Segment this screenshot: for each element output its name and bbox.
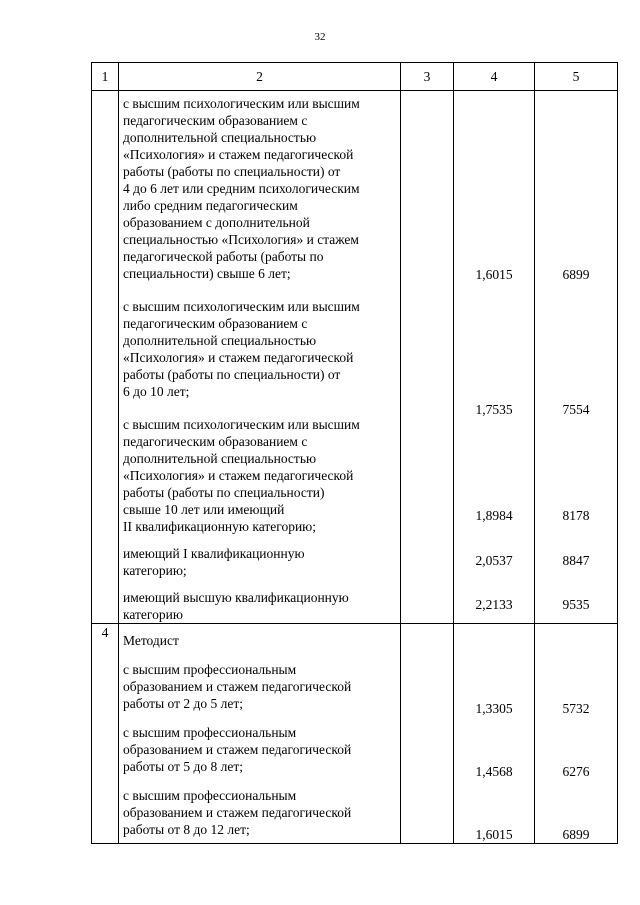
page-number: 32 [314,31,326,43]
column-3-cell [401,624,454,844]
description-cell [119,624,401,844]
entry-text: имеющий I квалификационную категорию; [123,546,305,578]
salary-value: 6276 [562,764,590,779]
position-title: Методист [123,633,179,648]
entry-text: с высшим профессиональным образованием и стажем педагогической работы от 5 до 8 лет; [123,725,352,774]
salary-value: 9535 [562,597,590,612]
salary-value: 6899 [562,827,590,842]
coefficient-value: 2,0537 [475,553,513,568]
coefficient-value: 1,7535 [475,402,513,417]
coefficient-value: 1,6015 [475,267,513,282]
salary-cell [535,624,618,844]
salary-value: 8178 [562,508,590,523]
salary-table [91,62,618,844]
salary-value: 7554 [562,402,590,417]
coefficient-value: 1,3305 [475,701,513,716]
table-header-row [92,63,618,91]
column-3-cell [401,91,454,624]
coefficient-value: 1,8984 [475,508,513,523]
entry-text: с высшим профессиональным образованием и стажем педагогической работы от 2 до 5 лет; [123,662,352,711]
table-row [92,624,618,844]
row-number-cell [92,91,119,624]
salary-cell [535,91,618,624]
coefficient-value: 2,2133 [475,597,513,612]
header-cell: 4 [454,63,535,91]
description-cell [119,91,401,624]
entry-text: с высшим психологическим или высшим педагогическим образованием с дополнительной специальностью «Психология» и стажем педагогической работы (работы по специальности) свыше 10 лет или имеющий II квалификационную категорию; [123,417,360,534]
salary-value: 8847 [562,553,590,568]
header-cell: 2 [119,63,401,91]
entry-text: с высшим психологическим или высшим педагогическим образованием с дополнительной специальностью «Психология» и стажем педагогической работы (работы по специальности) от 6 до 10 лет; [123,299,360,399]
coefficient-value: 1,6015 [475,827,513,842]
entry-text: с высшим психологическим или высшим педагогическим образованием с дополнительной специальностью «Психология» и стажем педагогической работы (работы по специальности) от 4 до 6 лет или средним психологическим либо средним педагогическим образованием с дополнительной специальностью «Психология» и стажем педагогической работы (работы по специальности) свыше 6 лет; [123,96,360,281]
coefficient-value: 1,4568 [475,764,513,779]
coefficient-cell [454,624,535,844]
header-cell: 3 [401,63,454,91]
entry-text: с высшим профессиональным образованием и стажем педагогической работы от 8 до 12 лет; [123,788,352,837]
row-number-cell: 4 [92,624,119,844]
table-row [92,91,618,624]
header-cell: 5 [535,63,618,91]
coefficient-cell [454,91,535,624]
header-cell: 1 [92,63,119,91]
salary-value: 6899 [562,267,590,282]
entry-text: имеющий высшую квалификационную категорию [123,590,349,622]
salary-value: 5732 [562,701,590,716]
